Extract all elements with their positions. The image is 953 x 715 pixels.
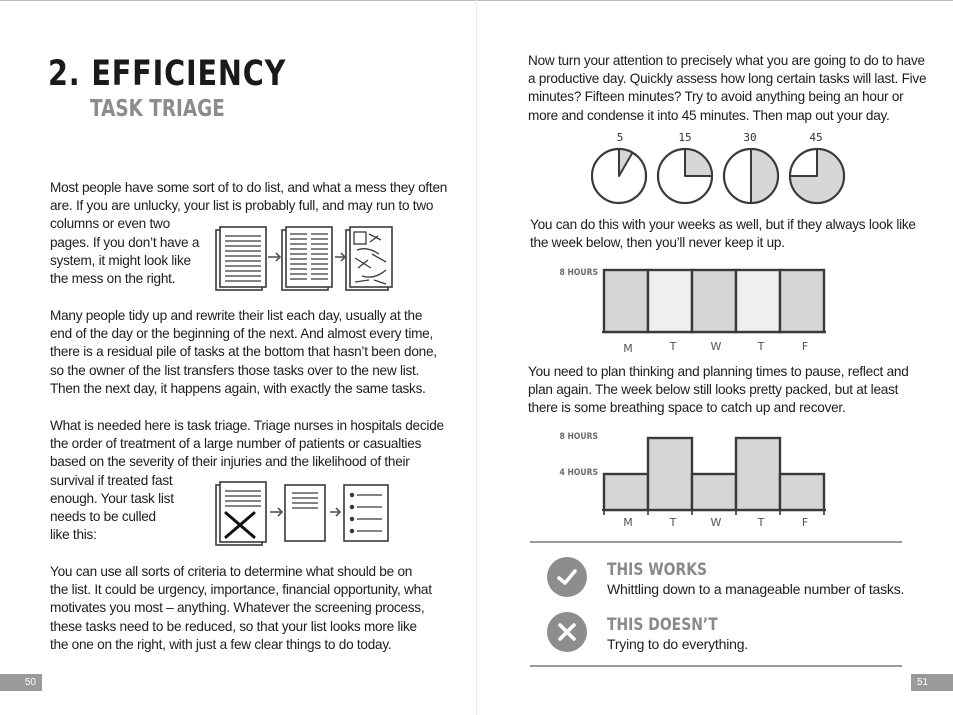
cross-icon — [556, 621, 578, 643]
this-works-text: Whittling down to a manageable number of tasks. — [607, 581, 905, 597]
bar-T — [736, 438, 780, 510]
clock-15 — [658, 149, 712, 203]
text-line: Most people have some sort of to do list, and what a mess they often — [50, 180, 448, 195]
text-line: a productive day. Quickly assess how long certain tasks will last. Five — [528, 71, 927, 87]
text-line: so the owner of the list transfers those tasks over to the new list. — [50, 362, 420, 378]
day-label: T — [757, 516, 765, 529]
clock-sector — [685, 149, 712, 176]
text-line: there is some breathing space to catch up and recover. — [528, 400, 846, 416]
clock-5 — [592, 149, 646, 203]
day-label: W — [710, 516, 722, 529]
week-balanced-y-label-mid: 4 HOURS — [559, 468, 598, 478]
bar-T — [648, 438, 692, 510]
day-label: M — [623, 342, 633, 355]
text-line: the week below, then you’ll never keep it up. — [530, 235, 785, 251]
chapter-title: 2. EFFICIENCY — [48, 54, 287, 94]
text-line: Many people tidy up and rewrite their list each day, usually at the — [50, 308, 423, 323]
chapter-subtitle: TASK TRIAGE — [90, 96, 225, 122]
bar-F — [780, 474, 824, 510]
bar-W — [692, 474, 736, 510]
this-doesnt-title: THIS DOESN’T — [607, 615, 718, 635]
left-paragraph-2 — [50, 307, 437, 398]
check-icon — [555, 565, 579, 589]
bar-F — [780, 270, 824, 332]
text-line: system, it might look like — [50, 252, 191, 268]
messy-list-illustration — [212, 224, 394, 294]
bar-T — [736, 270, 780, 332]
text-line: there is a residual pile of tasks at the bottom that hasn’t been done, — [50, 344, 437, 360]
text-line: enough. Your task list — [50, 490, 174, 506]
day-label: M — [623, 516, 633, 529]
day-label: W — [710, 340, 722, 353]
clock-sector — [751, 149, 778, 203]
clock-label: 5 — [616, 131, 624, 144]
text-line: motivates you most – anything. Whatever the screening process, — [50, 600, 425, 616]
clock-label: 15 — [678, 131, 692, 144]
right-paragraph-3 — [528, 363, 909, 418]
bar-M — [604, 270, 648, 332]
text-line: Then the next day, it happens again, with exactly the same tasks. — [50, 380, 426, 396]
day-label: T — [757, 340, 765, 353]
divider-bottom — [530, 665, 902, 667]
divider-top — [530, 541, 902, 543]
text-line: based on the severity of their injuries and the likelihood of their — [50, 454, 410, 470]
text-line: Now turn your attention to precisely what you are going to do to have — [528, 53, 925, 68]
clock-label: 30 — [743, 131, 757, 144]
clock-30 — [724, 149, 778, 203]
clock-45 — [790, 149, 844, 203]
text-line: You can use all sorts of criteria to determine what should be on — [50, 564, 413, 579]
week-balanced-y-label-top: 8 HOURS — [559, 432, 598, 442]
text-line: are. If you are unlucky, your list is probably full, and may run to two — [50, 198, 434, 214]
bar-T — [648, 270, 692, 332]
arrow-right-icon — [268, 253, 280, 261]
right-paragraph-2 — [530, 216, 916, 252]
bar-W — [692, 270, 736, 332]
week-full-y-label: 8 HOURS — [559, 268, 598, 278]
text-line: minutes? Fifteen minutes? Try to avoid anything being an hour or — [528, 89, 904, 105]
day-label: T — [669, 516, 677, 529]
text-line: What is needed here is task triage. Triage nurses in hospitals decide — [50, 418, 444, 433]
this-works-title: THIS WORKS — [607, 560, 708, 580]
text-line: You need to plan thinking and planning times to pause, reflect and — [528, 364, 909, 379]
bar-M — [604, 474, 648, 510]
clock-label: 45 — [809, 131, 823, 144]
text-line: needs to be culled — [50, 509, 156, 525]
day-label: T — [669, 340, 677, 353]
day-label: F — [801, 340, 809, 353]
text-line: the mess on the right. — [50, 271, 176, 287]
text-line: columns or even two — [50, 216, 170, 232]
text-line: these tasks need to be reduced, so that your list looks more like — [50, 618, 417, 634]
text-line: the list. It could be urgency, importance, financial opportunity, what — [50, 582, 432, 598]
page-number-left: 50 — [0, 674, 42, 691]
text-line: like this: — [50, 527, 97, 543]
text-line: survival if treated fast — [50, 472, 173, 488]
day-label: F — [801, 516, 809, 529]
text-line: the order of treatment of a large number of patients or casualties — [50, 436, 422, 452]
text-line: pages. If you don’t have a — [50, 234, 200, 250]
text-line: the one on the right, with just a few clear things to do today. — [50, 636, 392, 652]
week-balanced-chart — [600, 432, 830, 518]
right-paragraph-1 — [528, 52, 926, 125]
text-line: end of the day or the beginning of the next. And almost every time, — [50, 326, 434, 342]
culled-list-illustration — [212, 479, 394, 547]
clock-diagram — [586, 145, 850, 207]
left-paragraph-4 — [50, 563, 432, 654]
week-full-chart — [600, 264, 830, 338]
this-works-badge — [547, 557, 587, 597]
text-line: You can do this with your weeks as well, but if they always look like — [530, 217, 916, 232]
text-line: more and condense it into 45 minutes. Then map out your day. — [528, 107, 890, 123]
this-doesnt-badge — [547, 612, 587, 652]
text-line: plan again. The week below still looks pretty packed, but at least — [528, 382, 899, 398]
page-number-right: 51 — [911, 674, 953, 691]
this-doesnt-text: Trying to do everything. — [607, 636, 748, 652]
page-fold — [476, 0, 477, 715]
